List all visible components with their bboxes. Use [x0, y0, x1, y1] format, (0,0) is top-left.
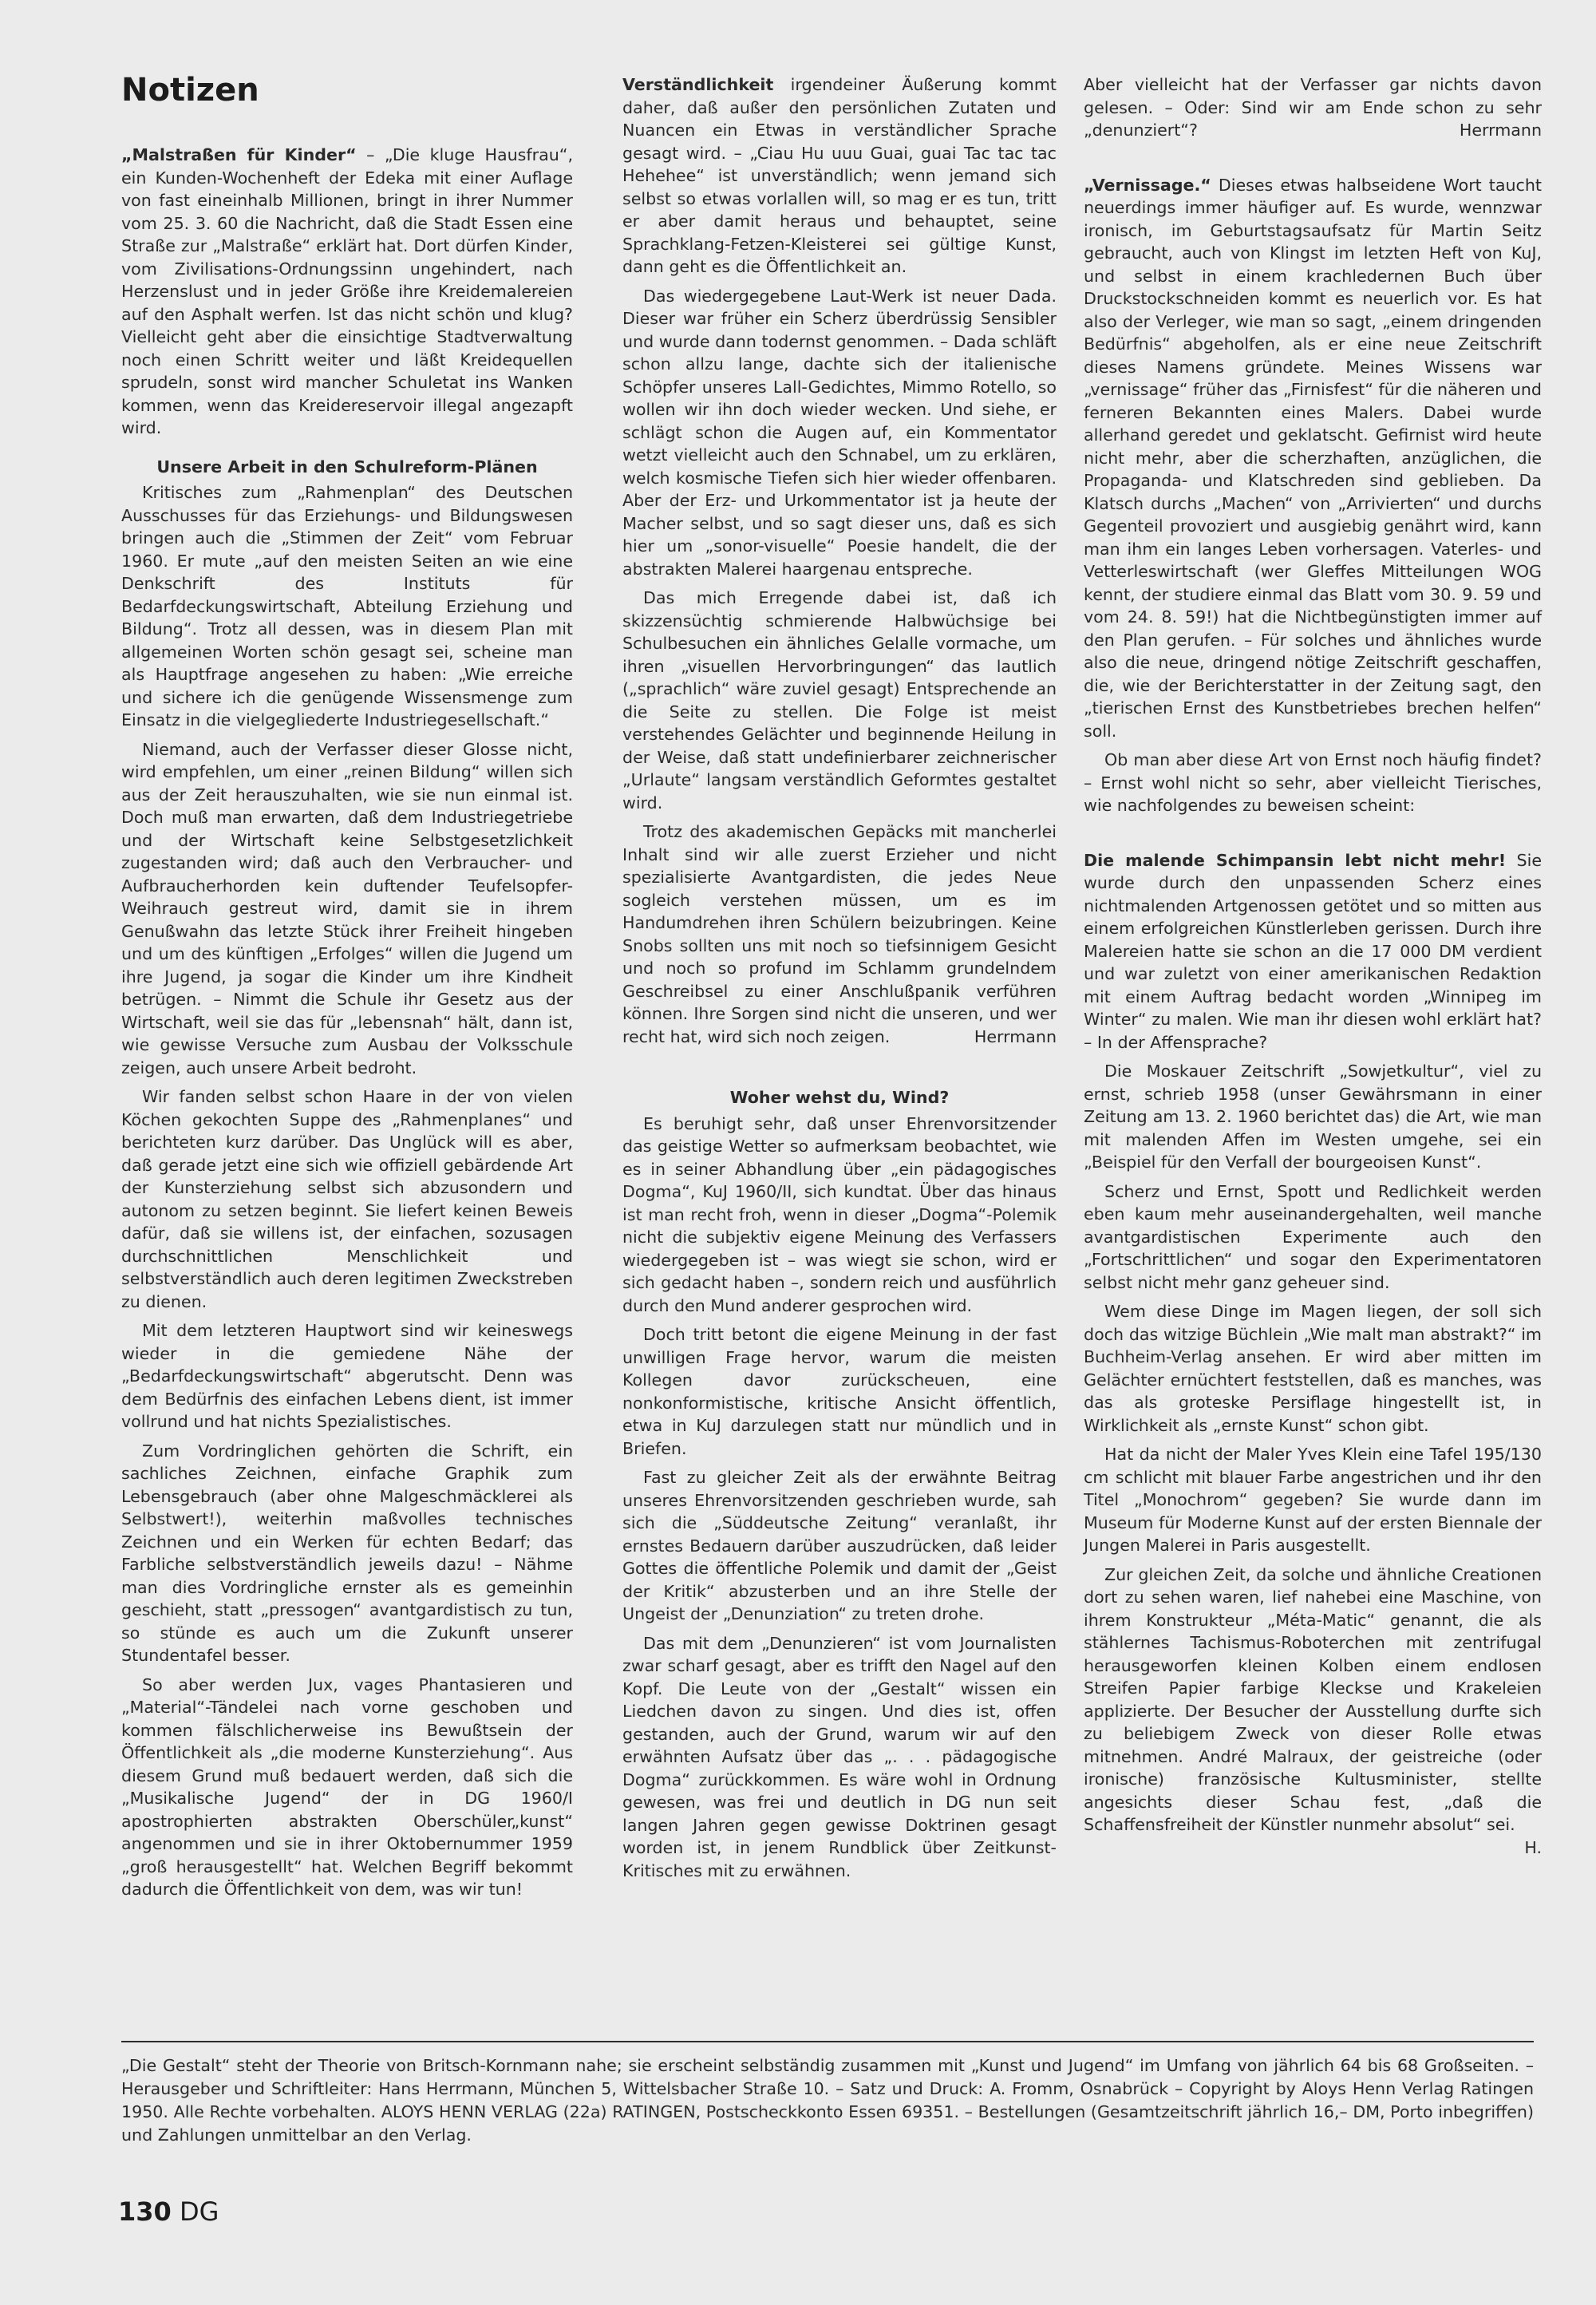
author-signature: Herrmann [1459, 121, 1542, 140]
paragraph: Doch tritt betont die eigene Meinung in der fast unwilligen Frage hervor, warum die meisten Kollegen davor zurückscheuen, eine nonkonformistische, kritische Ansicht öffentlich, etwa in KuJ darzulegen statt nur mündlich und in Briefen. [622, 1325, 1057, 1458]
footer-divider [121, 2041, 1534, 2042]
paragraph: Mit dem letzteren Hauptwort sind wir keineswegs wieder in die gemiedene Nähe der „Bedarfdeckungswirtschaft“ abgerutscht. Denn was dem Bedürfnis des einfachen Lebens dient, ist immer vollrund und hat nichts Spezialistisches. [121, 1321, 573, 1431]
paragraph: Kritisches zum „Rahmenplan“ des Deutschen Ausschusses für das Erziehungs- und Bildungswesen bringen auch die „Stimmen der Zeit“ vom Februar 1960. Er mute „auf den meisten Seiten an wie eine Denkschrift des Instituts für Bedarfdeckungswirtschaft, Abteilung Erziehung und Bildung“. Trotz all dessen, was in diesem Plan mit allgemeinen Worten schön gesagt sei, scheine man als Hauptfrage angesehen zu haben: „Wie erreiche und sichere ich die genügende Wissensmenge zum Einsatz in die vielgegliederte Industriegesellschaft.“ [121, 483, 573, 729]
paragraph: Hat da nicht der Maler Yves Klein eine Tafel 195/130 cm schlicht mit blauer Farbe angestrichen und ihr den Titel „Monochrom“ gegeben? Sie wurde dann im Museum für Moderne Kunst auf der ersten Biennale der Jungen Malerei in Paris ausgestellt. [1084, 1445, 1542, 1555]
note-paragraph: Verständlichkeit irgendeiner Äußerung kommt daher, daß außer den persönlichen Zutaten und Nuancen ein Etwas in verständlicher Sprache gesagt wird. – „Ciau Hu uuu Guai, guai Tac tac tac Hehehee“ ist unverständlich; wenn jemand sich selbst so etwas vorlallen will, so mag er es tun, tritt er aber damit heraus und behauptet, seine Sprachklang-Fetzen-Kleisterei sei gültige Kunst, dann geht es die Öffentlichkeit an. [622, 75, 1057, 276]
paragraph: Es beruhigt sehr, daß unser Ehrenvorsitzender das geistige Wetter so aufmerksam beobachtet, wie es in seiner Abhandlung über „ein pädagogisches Dogma“, KuJ 1960/II, sich kundtat. Über das hinaus ist man recht froh, wenn in dieser „Dogma“-Polemik nicht die subjektiv eigene Meinung des Verfassers wiedergegeben ist – was wiegt sie schon, wird er sich gedacht haben –, sondern reich und ausführlich durch den Mund anderer gesprochen wird. [622, 1113, 1057, 1315]
paragraph: Fast zu gleicher Zeit als der erwähnte Beitrag unseres Ehrenvorsitzenden geschrieben wurde, sah sich die „Süddeutsche Zeitung“ veranlaßt, ihr ernstes Bedauern darüber auszudrücken, daß leider Gottes die öffentliche Polemik und damit der „Geist der Kritik“ abzusterben und an ihre Stelle der Ungeist der „Denunziation“ zu treten drohe. [622, 1468, 1057, 1623]
column-right [1084, 73, 1542, 1859]
page-number: 130 DG [118, 2196, 219, 2227]
paragraph: Aber vielleicht hat der Verfasser gar nichts davon gelesen. – Oder: Sind wir am Ende schon zu sehr „denunziert“? Herrmann [1084, 73, 1542, 142]
author-signature: H. [1524, 1837, 1542, 1857]
section-heading: Unsere Arbeit in den Schulreform-Plänen [156, 457, 538, 476]
paragraph: Wem diese Dinge im Magen liegen, der soll sich doch das witzige Büchlein „Wie malt man abstrakt?“ im Buchheim-Verlag ansehen. Er wird aber mitten im Gelächter ernüchtert feststellen, daß es manches, was das als groteske Persiflage hingestellt ist, in Wirklichkeit als „ernste Kunst“ schon gibt. [1084, 1302, 1542, 1435]
note-title: Verständlichkeit [622, 75, 774, 94]
paragraph: Die Moskauer Zeitschrift „Sowjetkultur“, viel zu ernst, schrieb 1958 (unser Gewährsmann in einer Zeitung am 13. 2. 1960 berichtet das) die Art, wie man mit malenden Affen im Westen umgehe, sei ein „Beispiel für den Verfall der bourgeoisen Kunst“. [1084, 1062, 1542, 1172]
note-paragraph: „Vernissage.“ Dieses etwas halbseidene Wort taucht neuerdings immer häufiger auf. Es wurde, wennzwar ironisch, im Geburtstagsaufsatz für Martin Seitz gebraucht, auch von Klingst im letzten Heft von KuJ, und selbst in einem krachledernen Buch über Druckstockschneiden kommt es neuerlich vor. Es hat also der Verleger, wie man so sagt, „einem dringenden Bedürfnis“ abgeholfen, als er eine neue Zeitschrift dieses Namens gründete. Meines Wissens war „vernissage“ früher das „Firnisfest“ für die näheren und ferneren Bekannten eines Malers. Dabei wurde allerhand geredet und geklatscht. Gefirnist wird heute nicht mehr, aber die scherzhaften, anzüglichen, die Propaganda- und Klatschreden sind geblieben. Da Klatsch durchs „Machen“ von „Arrivierten“ und durchs Gegenteil provoziert und ausgiebig genährt wird, kann man ihm ein langes Leben vorhersagen. Vaterles- und Vetterleswirtschaft (wer Gleffes Mitteilungen WOG kennt, der studiere einmal das Blatt vom 30. 9. 59 und vom 24. 8. 59!) hat die Nichtbegünstigten immer auf den Plan gerufen. – Für solches und ähnliches wurde also die neue, dringend nötige Zeitschrift geschaffen, die, wie der Berichterstatter in der Zeitung sagt, den „tierischen Ernst des Kunstbetriebes brechen helfen“ soll. [1084, 175, 1542, 741]
page-heading: Notizen [121, 72, 259, 109]
journal-abbrev: DG [179, 2196, 219, 2227]
paragraph: Zur gleichen Zeit, da solche und ähnliche Creationen dort zu sehen waren, lief nahebei eine Maschine, von ihrem Konstrukteur „Méta-Matic“ genannt, die als stählernes Tachismus-Roboterchen mit zentrifugal herausgeworfen kleinen Kolben einem endlosen Streifen Papier farbige Kleckse und Krakeleien applizierte. Der Besucher der Ausstellung durfte sich zu beliebigem Zweck von dieser Rolle etwas mitnehmen. André Malraux, der geistreiche (oder ironische) französische Kultusminister, stellte angesichts dieser Schau fest, „daß die Schaffensfreiheit der Künstler nunmehr absolut“ sei. H. [1084, 1564, 1542, 1836]
paragraph: Das mit dem „Denunzieren“ ist vom Journalisten zwar scharf gesagt, aber es trifft den Nagel auf den Kopf. Die Leute von der „Gestalt“ wissen ein Liedchen davon zu singen. Und dies ist, offen gestanden, auch der Grund, warum wir auf den erwähnten Aufsatz über das „. . . pädagogische Dogma“ zurückkommen. Es wäre wohl in Ordnung gewesen, was frei und deutlich in DG nun seit langen Jahren gegen gewisse Doktrinen gesagt worden ist, in jenem Rundblick über Zeitkunst-Kritisches mit zu erwähnen. [622, 1633, 1057, 1880]
paragraph: Zum Vordringlichen gehörten die Schrift, ein sachliches Zeichnen, einfache Graphik zum Lebensgebrauch (aber ohne Malgeschmäcklerei als Selbstwert!), weiterhin maßvolles technisches Zeichnen und ein Werken für echten Bedarf; das Farbliche selbstverständlich jeweils dazu! – Nähme man dies Vordringliche ernster als es gemeinhin geschieht, statt „pressogen“ avantgardistisch zu tun, so stünde es auch um die Zukunft unserer Stundentafel besser. [121, 1441, 573, 1665]
note-title: „Malstraßen für Kinder“ [121, 145, 357, 164]
imprint-footer: „Die Gestalt“ steht der Theorie von Britsch-Kornmann nahe; sie erscheint selbständig zusammen mit „Kunst und Jugend“ im Umfang von jährlich 64 bis 68 Großseiten. – Herausgeber und Schriftleiter: Hans Herrmann, München 5, Wittelsbacher Straße 10. – Satz und Druck: A. Fromm, Osnabrück – Copyright by Aloys Henn Verlag Ratingen 1950. Alle Rechte vorbehalten. ALOYS HENN VERLAG (22a) RATINGEN, Postscheckkonto Essen 69351. – Bestellungen (Gesamtzeitschrift jährlich 16,– DM, Porto inbegriffen) und Zahlungen unmittelbar an den Verlag. [121, 2056, 1534, 2145]
section-heading: Woher wehst du, Wind? [729, 1088, 950, 1107]
paragraph: Ob man aber diese Art von Ernst noch häufig findet? – Ernst wohl nicht so sehr, aber vielleicht Tierisches, wie nachfolgendes zu beweisen scheint: [1084, 750, 1542, 815]
paragraph: Wir fanden selbst schon Haare in der von vielen Köchen gekochten Suppe des „Rahmenplanes“ und berichteten kurz darüber. Das Unglück will es aber, daß gerade jetzt eine sich wie offiziell gebärdende Art der Kunsterziehung selbst sich abzusondern und autonom zu setzen beginnt. Sie liefert keinen Beweis dafür, daß sie willens ist, der einfachen, sozusagen durchschnittlichen Menschlichkeit und selbstverständlich auch deren legitimen Zweckstreben zu dienen. [121, 1087, 573, 1311]
column-left [121, 144, 573, 1908]
paragraph: So aber werden Jux, vages Phantasieren und „Material“-Tändelei nach vorne geschoben und kommen fälschlicherweise ins Bewußtsein der Öffentlichkeit als „die moderne Kunsterziehung“. Aus diesem Grund muß bedauert werden, daß sich die „Musikalische Jugend“ der in DG 1960/I apostrophierten abstrakten Oberschüler„kunst“ angenommen und sie in ihrer Oktobernummer 1959 „groß herausgestellt“ hat. Welchen Begriff bekommt dadurch die Öffentlichkeit von dem, was wir tun! [121, 1674, 573, 1899]
paragraph: Das wiedergegebene Laut-Werk ist neuer Dada. Dieser war früher ein Scherz überdrüssig Sensibler und wurde dann todernst genommen. – Dada schläft schon allzu lange, dachte sich der italienische Schöpfer unseres Lall-Gedichtes, Mimmo Rotello, so wollen wir ihn doch wieder wecken. Und siehe, er schlägt schon die Augen auf, ein Kommentator wetzt vielleicht auch den Schnabel, um zu erklären, welch kosmische Tiefen sich hier wieder offenbaren. Aber der Erz- und Urkommentator ist ja heute der Macher selbst, und so sagt dieser uns, daß es sich hier um „sonor-visuelle“ Poesie handelt, die der abstrakten Malerei haargenau entspreche. [622, 286, 1057, 579]
note-title: „Vernissage.“ [1084, 175, 1211, 195]
note-paragraph: „Malstraßen für Kinder“ – „Die kluge Hausfrau“, ein Kunden-Wochenheft der Edeka mit einer Auflage von fast eineinhalb Millionen, bringt in ihrer Nummer vom 25. 3. 60 die Nachricht, daß die Stadt Essen eine Straße zur „Malstraße“ erklärt hat. Dort dürfen Kinder, vom Zivilisations-Ordnungssinn ungehindert, nach Herzenslust und in jeder Größe ihre Kreidemalereien auf den Asphalt werfen. Ist das nicht schön und klug? Vielleicht geht aber die einsichtige Stadtverwaltung noch einen Schritt weiter und läßt Kreidequellen sprudeln, sonst wird mancher Schuletat ins Wanken kommen, wenn das Kreidereservoir illegal angezapft wird. [121, 145, 573, 437]
author-signature: Herrmann [974, 1026, 1057, 1046]
column-middle [622, 73, 1057, 1888]
paragraph: Das mich Erregende dabei ist, daß ich skizzensüchtig schmierende Halbwüchsige bei Schulbesuchen ein ähnliches Gelalle vormache, um ihren „visuellen Hervorbringungen“ das lautlich („sprachlich“ wäre zuviel gesagt) Entsprechende an die Seite zu stellen. Die Folge ist meist verstehendes Gelächter und beginnende Heilung in der Weise, daß statt undefinierbarer zeichnerischer „Urlaute“ langsam verständlich Geformtes gestaltet wird. [622, 588, 1057, 812]
paragraph: Scherz und Ernst, Spott und Redlichkeit werden eben kaum mehr auseinandergehalten, weil manche avantgardistischen Experimente auch den „Fortschrittlichen“ und sogar den Experimentatoren selbst nicht mehr ganz geheuer sind. [1084, 1181, 1542, 1292]
paragraph: Trotz des akademischen Gepäcks mit mancherlei Inhalt sind wir alle zuerst Erzieher und nicht spezialisierte Avantgardisten, die jedes Neue sogleich verstehen müssen, um es im Handumdrehen ihren Schülern beizubringen. Keine Snobs sollten uns mit noch so tiefsinnigem Gesicht und noch so profund im Schlamm grundelndem Geschreibsel zu einer Anschlußpanik verführen können. Ihre Sorgen sind nicht die unseren, und wer recht hat, wird sich noch zeigen. Herrmann [622, 820, 1057, 1048]
note-title: Die malende Schimpansin lebt nicht mehr! [1084, 850, 1507, 870]
note-paragraph: Die malende Schimpansin lebt nicht mehr! Sie wurde durch den unpassenden Scherz eines nichtmalenden Artgenossen getötet und so mitten aus einem erfolgreichen Künstlerleben gerissen. Durch ihre Malereien hatte sie schon an die 17 000 DM verdient und war zuletzt von einer amerikanischen Redaktion mit einem Auftrag bedacht worden „Winnipeg im Winter“ zu malen. Wie man ihr diesen wohl erklärt hat? – In der Affensprache? [1084, 850, 1542, 1052]
paragraph: Niemand, auch der Verfasser dieser Glosse nicht, wird empfehlen, um einer „reinen Bildung“ willen sich aus der Zeit herauszuhalten, wie sie nun einmal ist. Doch muß man erwarten, daß dem Industriegetriebe und der Wirtschaft keine Selbstgesetzlichkeit zugestanden wird; daß auch den Verbraucher- und Aufbraucherhorden kein duftender Teufelsopfer-Weihrauch gestreut wird, damit sie in ihrem Genußwahn das letzte Stück ihrer Freiheit hingeben und um des künftigen „Erfolges“ willen die Jugend um ihre Jugend, ja sogar die Kinder um ihre Kindheit betrügen. – Nimmt die Schule ihr Gesetz aus der Wirtschaft, weil sie das für „lebensnah“ hält, dann ist, wie gewisse Versuche zum Ausbau der Volksschule zeigen, auch unsere Arbeit bedroht. [121, 739, 573, 1077]
